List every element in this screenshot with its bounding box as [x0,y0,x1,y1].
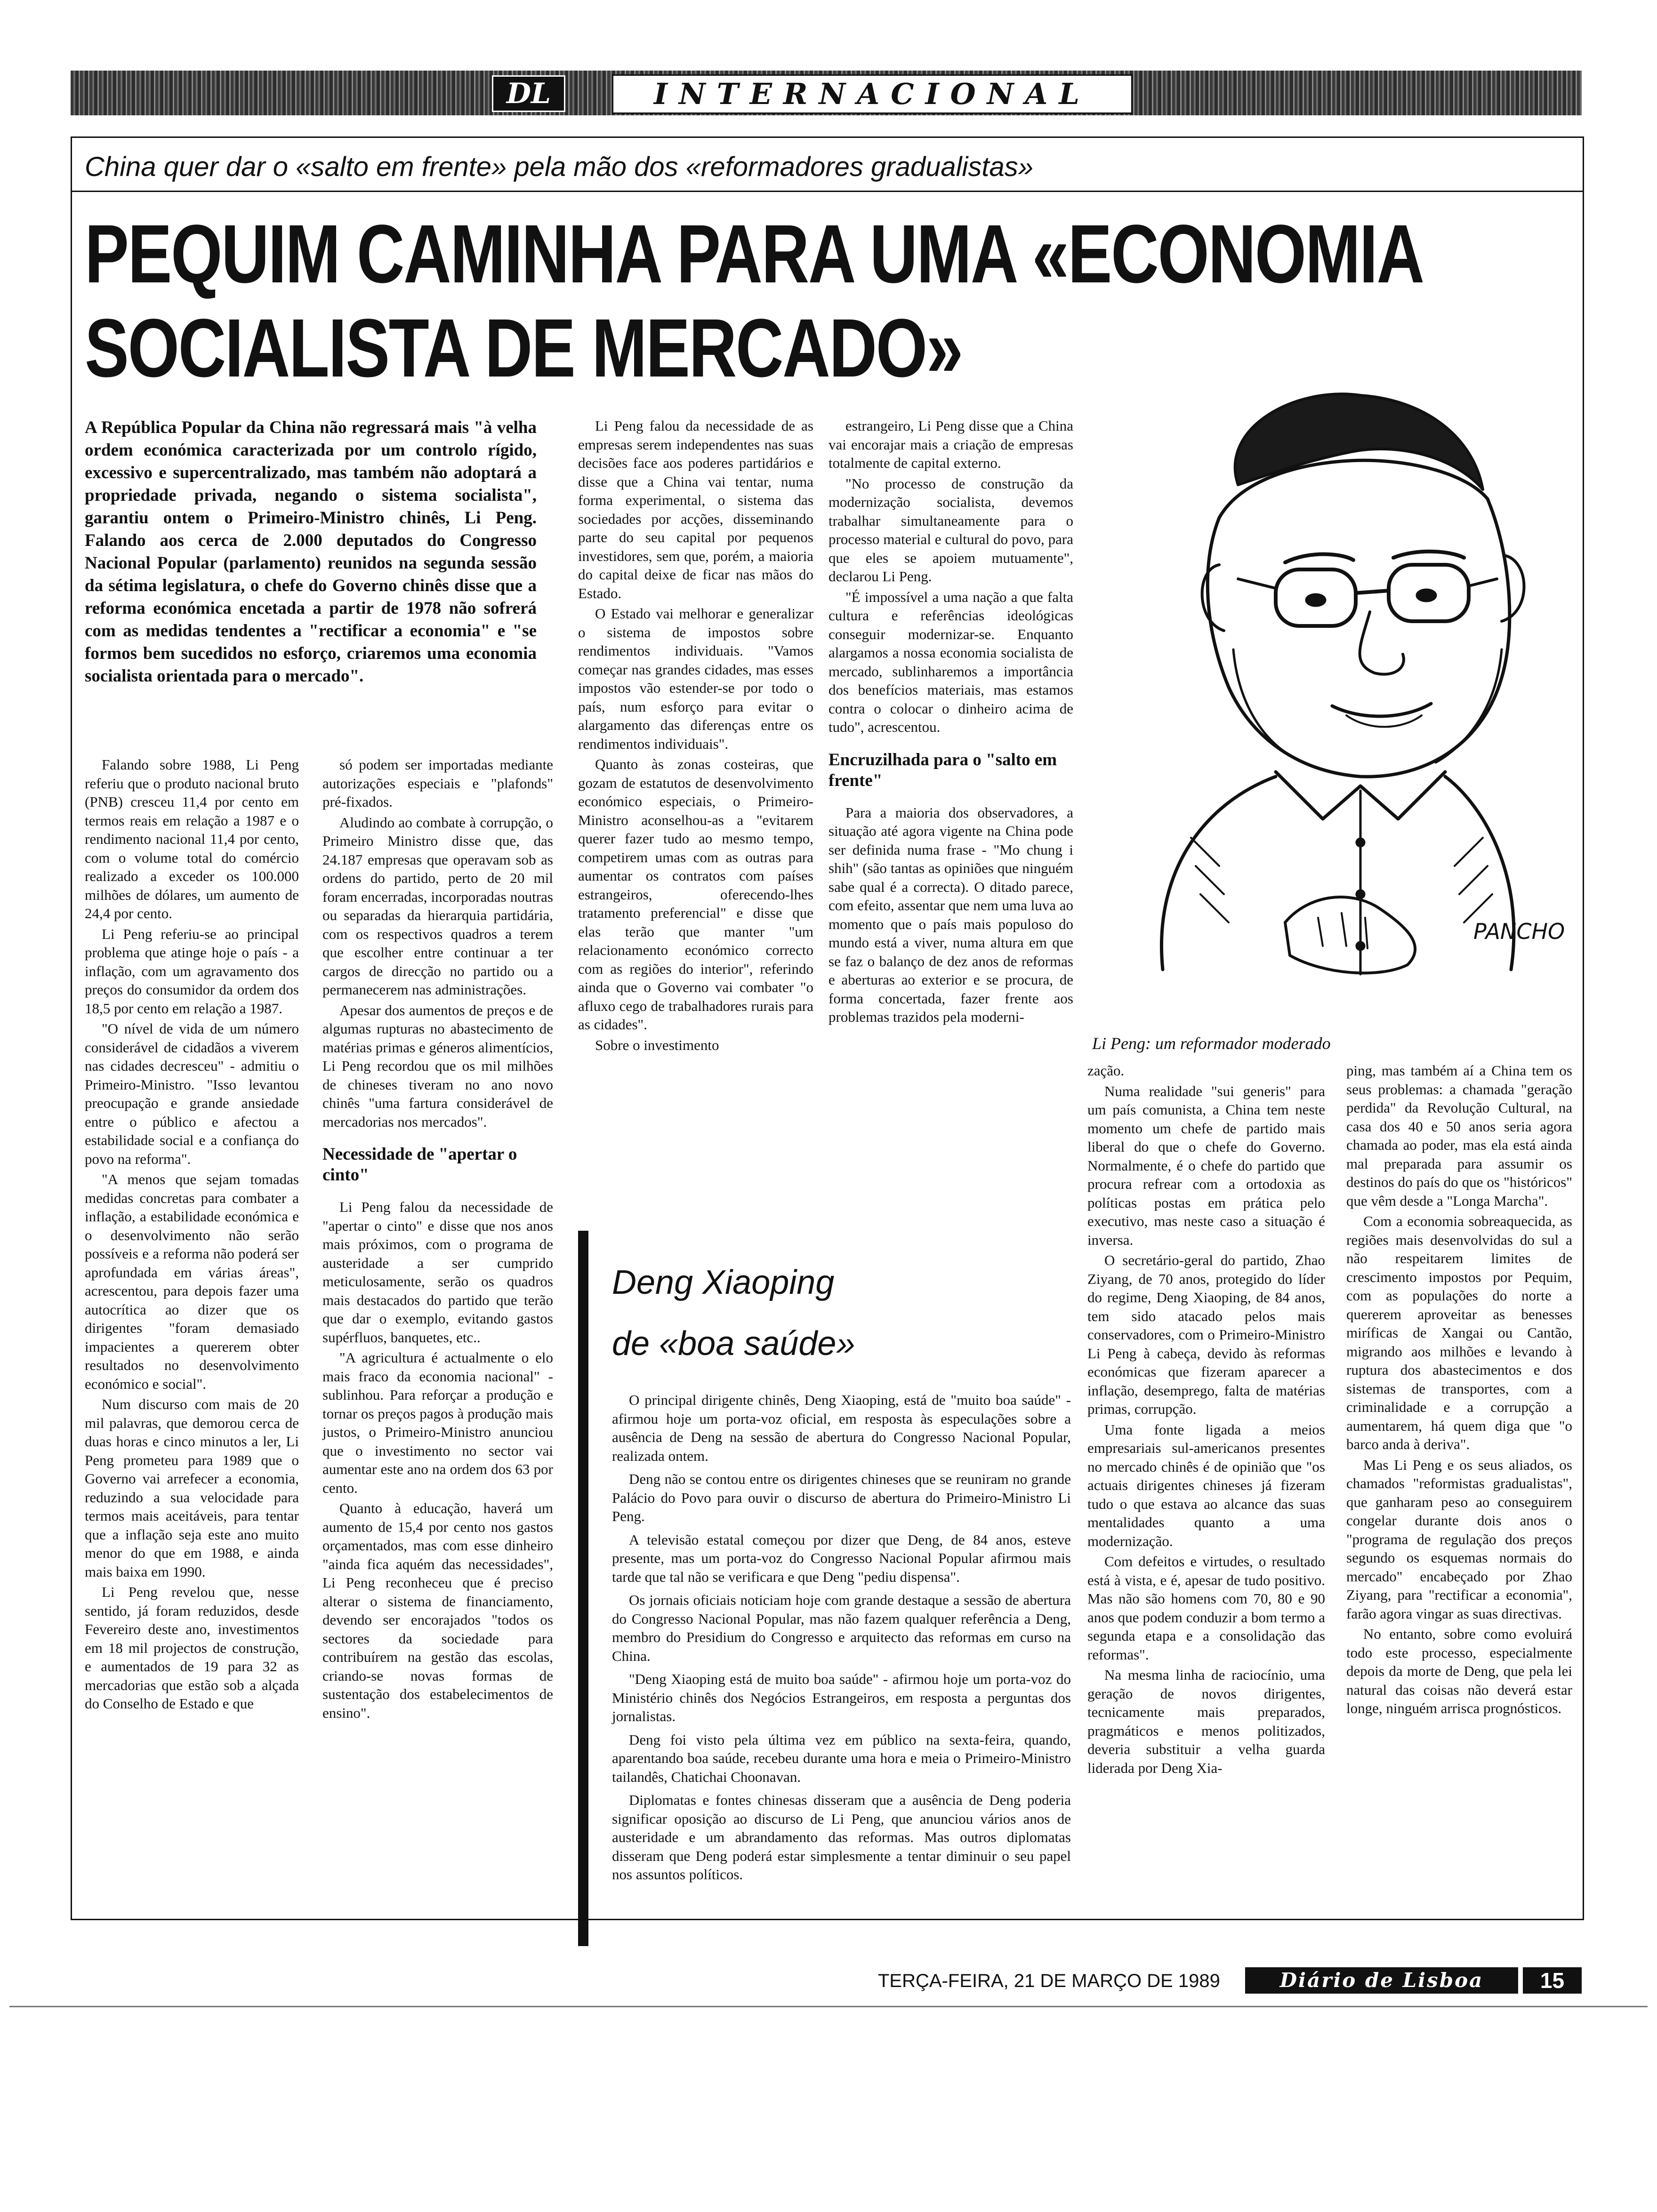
box-story-bar [578,1231,588,1946]
paragraph: Deng não se contou entre os dirigentes chineses que se reuniram no grande Palácio do Povo para ouvir o discurso de abertura do Primeiro-Ministro Li Peng. [612,1471,1071,1524]
text-column-2 [322,755,553,1724]
paragraph: Mas Li Peng e os seus aliados, os chamados "reformistas gradualistas", que ganharam peso ao conseguirem congelar durante dois anos o "programa de regulação dos preços segundo os esquemas normais do mercado" encabeçado por Zhao Ziyang, para "rectificar a economia", farão agora vingar as suas directivas. [1346,1456,1572,1622]
paragraph: Li Peng referiu-se ao principal problema que atinge hoje o país - a inflação, com um agravamento dos preços do consumidor da ordem dos 18,5 por cento em relação a 1987. [85,925,299,1017]
headline-line-2: SOCIALISTA DE MERCADO» [85,302,962,394]
page-number: 15 [1523,1967,1582,1994]
paragraph: Num discurso com mais de 20 mil palavras, que demorou cerca de duas horas e cinco minutos a ler, Li Peng prometeu para 1989 que o Governo vai arrefecer a economia, reduzindo a sua velocidade para termos mais aceitáveis, para tentar que a inflação seja este ano muito menor do que em 1988, e ainda mais baixa em 1990. [85,1396,299,1580]
paragraph: Com a economia sobreaquecida, as regiões mais desenvolvidas do sul a não respeitarem limites de crescimento impostos por Pequim, com as populações do norte a quererem aproveitar as benesses miríficas de Xangai ou Cantão, migrando aos milhões e levando à ruptura dos abastecimentos e dos sistemas de transportes, com a criminalidade e a corrupção a aumentarem, há quem diga que "o barco anda à deriva". [1346,1213,1572,1452]
caricature-signature: PANCHO [1473,919,1565,944]
paragraph: No entanto, sobre como evoluirá todo este processo, especialmente depois da morte de Deng, que pela lei natural das coisas não deverá estar longe, ninguém arrisca prognósticos. [1346,1626,1572,1716]
paragraph: "A menos que sejam tomadas medidas concretas para combater a inflação, a estabilidade económica e o desenvolvimento não serão possíveis e a reforma não poderá ser aprofundada em várias áreas", acrescentou, para depois fazer uma autocrítica ao dizer que os dirigentes "foram demasiado impacientes a quererem obter resultados no desenvolvimento económico e social". [85,1171,299,1392]
paragraph: "Deng Xiaoping está de muito boa saúde" - afirmou hoje um porta-voz do Ministério chinês dos Negócios Estrangeiros, em resposta a perguntas dos jornalistas. [612,1671,1071,1724]
article-kicker: China quer dar o «salto em frente» pela mão dos «reformadores gradualistas» [85,152,1034,182]
paragraph: "A agricultura é actualmente o elo mais fraco da economia nacional" - sublinhou. Para reforçar a produção e tornar os preços pagos à produção mais justos, o Primeiro-Ministro anunciou que o investimento no sector vai aumentar este ano na ordem dos 63 por cento. [322,1349,553,1496]
paragraph: Para a maioria dos observadores, a situação até agora vigente na China pode ser definida numa frase - "Mo chung i shih" (são tantas as opiniões que ninguém sabe qual é a correcta). O ditado parece, com efeito, assentar que nem uma luva ao momento que o país mais populoso do mundo está a viver, numa altura em que se faz o balanço de dez anos de reformas e aberturas ao exterior e se procura, de forma concertada, fazer frente aos problemas trazidos pela moderni- [828,804,1073,1025]
paragraph: Li Peng falou da necessidade de as empresas serem independentes nas suas decisões face aos poderes partidários e disse que a China vai tentar, numa forma experimental, o sistema das sociedades por acções, disseminando parte do seu capital por pequenos investidores, sem que, porém, a maioria do capital deixe de ficar nas mãos do Estado. [578,417,813,601]
box-story-body [612,1391,1071,1889]
paragraph: zação. [1087,1062,1125,1079]
paragraph: Os jornais oficiais noticiam hoje com grande destaque a sessão de abertura do Congresso Nacional Popular, mas não fazem qualquer referência a Deng, membro do Presidium do Congresso e arquitecto das reformas em curso na China. [612,1592,1071,1664]
paragraph: ping, mas também aí a China tem os seus problemas: a chamada "geração perdida" da Revolução Cultural, na casa dos 40 e 50 anos seria agora chamada ao poder, mas ela está ainda mal preparada para assumir os destinos do país do que os "históricos" que vêm desde a "Longa Marcha". [1346,1062,1572,1209]
text-column-6 [1346,1061,1572,1720]
text-column-5 [1087,1061,1325,1779]
box-title-line-2: de «boa saúde» [612,1325,855,1362]
paragraph: Deng foi visto pela última vez em público na sexta-feira, quando, aparentando boa saúde, recebeu durante uma hora e meia o Primeiro-Ministro tailandês, Chatichai Choonavan. [612,1731,1071,1785]
paragraph: Aludindo ao combate à corrupção, o Primeiro Ministro disse que, das 24.187 empresas que operavam sob as ordens do partido, perto de 20 mil foram encerradas, incorporadas noutras ou separadas da hierarquia partidária, com os respectivos quadros a terem que escolher entre continuar a ter cargos de direcção no partido ou a permanecerem nas administrações. [322,814,553,998]
paragraph: "É impossível a uma nação a que falta cultura e referências ideológicas conseguir modernizar-se. Enquanto alargamos a nossa economia socialista de mercado, sublinharemos a importância dos benefícios materiais, mas estamos contra o colocar o dinheiro acima de tudo", acrescentou. [828,588,1073,735]
newspaper-logo: DL [492,75,565,112]
footer-rule [9,2006,1648,2007]
paragraph: só podem ser importadas mediante autorizações especiais e "plafonds" pré-fixados. [322,756,553,810]
paragraph: Quanto às zonas costeiras, que gozam de estatutos de desenvolvimento económico especiais, o Primeiro-Ministro aconselhou-as a "evitarem querer fazer tudo ao mesmo tempo, competirem umas com as outras para aumentar os contratos com países estrangeiros, oferecendo-lhes tratamento preferencial" e disse que elas terão que manter "um relacionamento económico correcto com as regiões do interior", referindo ainda que o Governo vai combater "o afluxo cego de trabalhadores rurais para as cidades". [578,756,813,1033]
paragraph: Quanto à educação, haverá um aumento de 15,4 por cento nos gastos orçamentados, mas com esse dinheiro "ainda fica aquém das necessidades", Li Peng reconheceu que é preciso alterar o sistema de financiamento, devendo ser encorajados "todos os sectores da sociedade para contribuírem na gestão das escolas, criando-se novas formas de sustentação dos estabelecimentos de ensino". [322,1500,553,1721]
paragraph: "O nível de vida de um número considerável de cidadãos a viverem nas cidades decresceu" - admitiu o Primeiro-Ministro. "Isso levantou preocupação e grande ansiedade entre o público e afectou a estabilidade social e a confiança do povo na reforma". [85,1020,299,1167]
footer-newspaper-name: Diário de Lisboa [1245,1967,1518,1994]
text-column-4 [828,417,1073,1028]
paragraph: Li Peng falou da necessidade de "apertar o cinto" e disse que nos anos mais próximos, com o programa de austeridade a ser cumprido meticulosamente, serão os quadros mais destacados do partido que terão que dar o exemplo, evitando gastos supérfluos, banquetes, etc.. [322,1199,553,1346]
article-lead: A República Popular da China não regressará mais "à velha ordem económica caracterizada por um controlo rígido, excessivo e supercentralizado, mas também não adoptará a propriedade privada, negando o sistema socialista", garantiu ontem o Primeiro-Ministro chinês, Li Peng. Falando aos cerca de 2.000 deputados do Congresso Nacional Popular (parlamento) reunidos na segunda sessão da sétima legislatura, o chefe do Governo chinês disse que a reforma económica encetada a partir de 1978 não sofrerá com as medidas tendentes a "rectificar a economia" e "se formos bem sucedidos no esforço, criaremos uma economia socialista orientada para o mercado". [85,418,537,686]
section-label: INTERNACIONAL [612,74,1133,114]
paragraph: Apesar dos aumentos de preços e de algumas rupturas no abastecimento de matérias primas e géneros alimentícios, Li Peng recordou que os mil milhões de chineses tiveram no ano novo chinês "uma fartura considerável de mercadorias nos mercados". [322,1002,553,1130]
footer-date: TERÇA-FEIRA, 21 DE MARÇO DE 1989 [878,1971,1220,1991]
subheading-apertar-o-cinto: Necessidade de "apertar o cinto" [322,1145,517,1185]
paragraph: O Estado vai melhorar e generalizar o sistema de impostos sobre rendimentos individuais. "Vamos começar nas grandes cidades, mas esses impostos vão estender-se por todo o país, num esforço para evitar o alargamento das diferenças entre os rendimentos individuais". [578,605,813,752]
paragraph: Diplomatas e fontes chinesas disseram que a ausência de Deng poderia significar oposição ao discurso de Li Peng, que anunciou vários anos de austeridade e um abrandamento das reformas. Mas outros diplomatas disseram que Deng poderá estar simplesmente a tentar diminuir o seu papel nos assuntos políticos. [612,1792,1071,1883]
paragraph: Uma fonte ligada a meios empresariais sul-americanos presentes no mercado chinês é de opinião que "os actuais dirigentes chineses já fizeram tudo o que estava ao alcance das suas mentalidades quanto a uma modernização. [1087,1421,1325,1549]
paragraph: Sobre o investimento [595,1036,719,1053]
text-column-3 [578,417,813,1056]
caricature-illustration [1097,367,1572,1007]
article-headline [85,207,1424,395]
paragraph: Falando sobre 1988, Li Peng referiu que o produto nacional bruto (PNB) cresceu 11,4 por cento em termos reais em relação a 1987 e o rendimento nacional 11,4 por cento, com o volume total do comércio realizado a exceder os 100.000 milhões de dólares, um aumento de 24,4 por cento. [85,756,299,922]
paragraph: Numa realidade "sui generis" para um país comunista, a China tem neste momento um chefe de partido mais liberal do que o chefe do Governo. Normalmente, é o chefe do partido que procura refrear com a ortodoxia as políticas postas em prática pelo executivo, mas neste caso a situação é inversa. [1087,1082,1325,1248]
paragraph: Na mesma linha de raciocínio, uma geração de novos dirigentes, tecnicamente mais preparados, pragmáticos e menos politizados, deveria substituir a velha guarda liderada por Deng Xia- [1087,1667,1325,1776]
kicker-divider [71,191,1584,192]
paragraph: Com defeitos e virtudes, o resultado está à vista, e é, apesar de tudo positivo. Mas não são homens com 70, 80 e 90 anos que podem conduzir a bom termo a segunda etapa e a consolidação das reformas". [1087,1553,1325,1663]
paragraph: A televisão estatal começou por dizer que Deng, de 84 anos, esteve presente, mas um porta-voz do Congresso Nacional Popular afirmou mais tarde que tal não se verificara e que Deng "pediu dispensa". [612,1531,1071,1585]
paragraph: estrangeiro, Li Peng disse que a China vai encorajar mais a criação de empresas totalmente de capital externo. [828,417,1073,471]
box-title-line-1: Deng Xiaoping [612,1264,835,1301]
subheading-encruzilhada: Encruzilhada para o "salto em frente" [828,750,1057,790]
image-caption: Li Peng: um reformador moderado [1092,1034,1331,1053]
paragraph: O secretário-geral do partido, Zhao Ziyang, de 70 anos, protegido do líder do regime, Deng Xiaoping, de 84 anos, tem sido atacado pelos mais conservadores, com o Primeiro-Ministro Li Peng à cabeça, devido às reformas económicas que fizeram aparecer a inflação, desemprego, falta de matérias primas, corrupção. [1087,1252,1325,1417]
headline-line-1: PEQUIM CAMINHA PARA UMA «ECONOMIA [85,208,1424,300]
paragraph: Li Peng revelou que, nesse sentido, já foram reduzidos, desde Fevereiro deste ano, investimentos em 18 mil projectos de construção, e aumentados de 19 para 32 as mercadorias que estão sob a alçada do Conselho de Estado e que [85,1584,299,1712]
text-column-1 [85,755,299,1715]
paragraph: "No processo de construção da modernização socialista, devemos trabalhar simultaneamente para o processo material e cultural do povo, para que eles se apoiem mutuamente", declarou Li Peng. [828,475,1073,585]
paragraph: O principal dirigente chinês, Deng Xiaoping, está de "muito boa saúde" - afirmou hoje um porta-voz oficial, em resposta às especulações sobre a ausência de Deng na sessão de abertura do Congresso Nacional Popular, realizada ontem. [612,1392,1071,1464]
